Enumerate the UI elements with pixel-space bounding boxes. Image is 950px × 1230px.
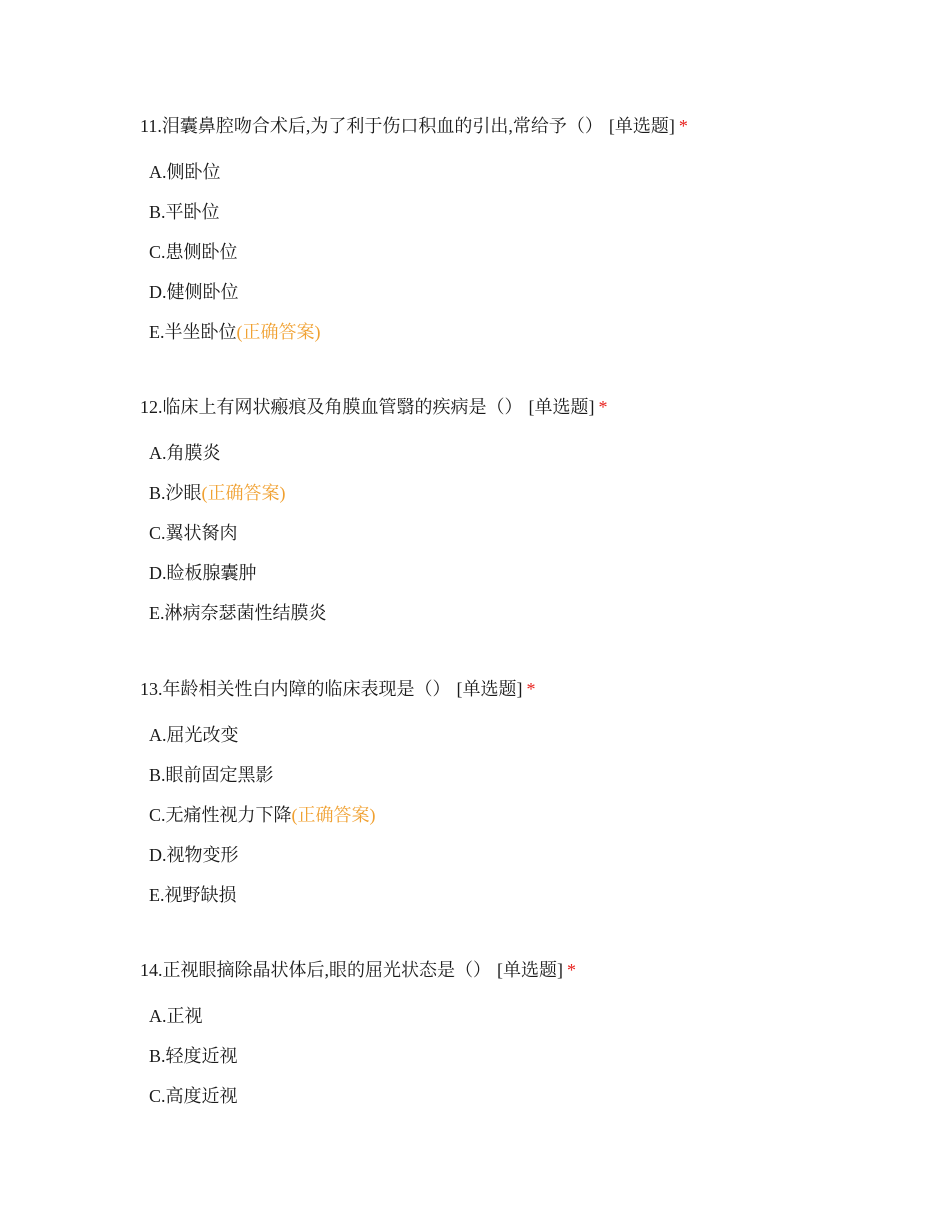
option-label: D.睑板腺囊肿 [149,563,257,583]
option-a[interactable] [149,160,900,184]
option-a[interactable] [149,723,900,747]
option-list [149,441,900,625]
option-label: C.翼状胬肉 [149,523,238,543]
question-text: 13.年龄相关性白内障的临床表现是（） [140,679,451,699]
option-label: C.高度近视 [149,1086,238,1106]
question-title [140,395,900,419]
option-d[interactable] [149,280,900,304]
question-11 [140,114,900,360]
question-12 [140,395,900,641]
option-label: D.视物变形 [149,845,239,865]
question-type-label: [单选题] [497,960,563,980]
option-label: A.正视 [149,1006,203,1026]
option-c[interactable] [149,521,900,545]
correct-answer-note: (正确答案) [201,483,286,503]
option-c[interactable] [149,240,900,264]
question-title [140,677,900,701]
option-label: B.沙眼 [149,483,202,503]
option-b[interactable] [149,763,900,787]
question-text: 12.临床上有网状瘢痕及角膜血管翳的疾病是（） [140,397,523,417]
option-list [149,1004,900,1108]
option-label: E.半坐卧位 [149,322,237,342]
option-d[interactable] [149,843,900,867]
question-title [140,958,900,982]
option-label: A.屈光改变 [149,725,239,745]
required-mark: * [678,116,688,136]
question-type-label: [单选题] [608,116,675,136]
option-a[interactable] [149,441,900,465]
option-b[interactable] [149,1044,900,1068]
option-e[interactable] [149,883,900,907]
required-mark: * [526,679,536,699]
option-label: D.健侧卧位 [149,282,239,302]
option-d[interactable] [149,561,900,585]
required-mark: * [567,960,576,980]
option-label: B.轻度近视 [149,1046,238,1066]
correct-answer-note: (正确答案) [291,805,376,825]
required-mark: * [598,397,608,417]
option-b[interactable] [149,481,900,505]
option-label: A.侧卧位 [149,162,221,182]
question-text: 11.泪囊鼻腔吻合术后,为了利于伤口积血的引出,常给予（） [140,116,603,136]
option-c[interactable] [149,1084,900,1108]
option-e[interactable] [149,320,900,344]
question-13 [140,677,900,923]
option-list [149,160,900,344]
question-title [140,114,900,138]
correct-answer-note: (正确答案) [236,322,321,342]
option-a[interactable] [149,1004,900,1028]
option-c[interactable] [149,803,900,827]
question-type-label: [单选题] [456,679,523,699]
question-14 [140,958,900,1124]
option-label: A.角膜炎 [149,443,221,463]
option-label: B.眼前固定黑影 [149,765,274,785]
option-e[interactable] [149,601,900,625]
option-label: E.淋病奈瑟菌性结膜炎 [149,603,327,623]
question-type-label: [单选题] [528,397,595,417]
option-list [149,723,900,907]
option-label: C.无痛性视力下降 [149,805,292,825]
question-text: 14.正视眼摘除晶状体后,眼的屈光状态是（） [140,960,491,980]
option-label: C.患侧卧位 [149,242,238,262]
option-label: B.平卧位 [149,202,220,222]
option-b[interactable] [149,200,900,224]
option-label: E.视野缺损 [149,885,237,905]
